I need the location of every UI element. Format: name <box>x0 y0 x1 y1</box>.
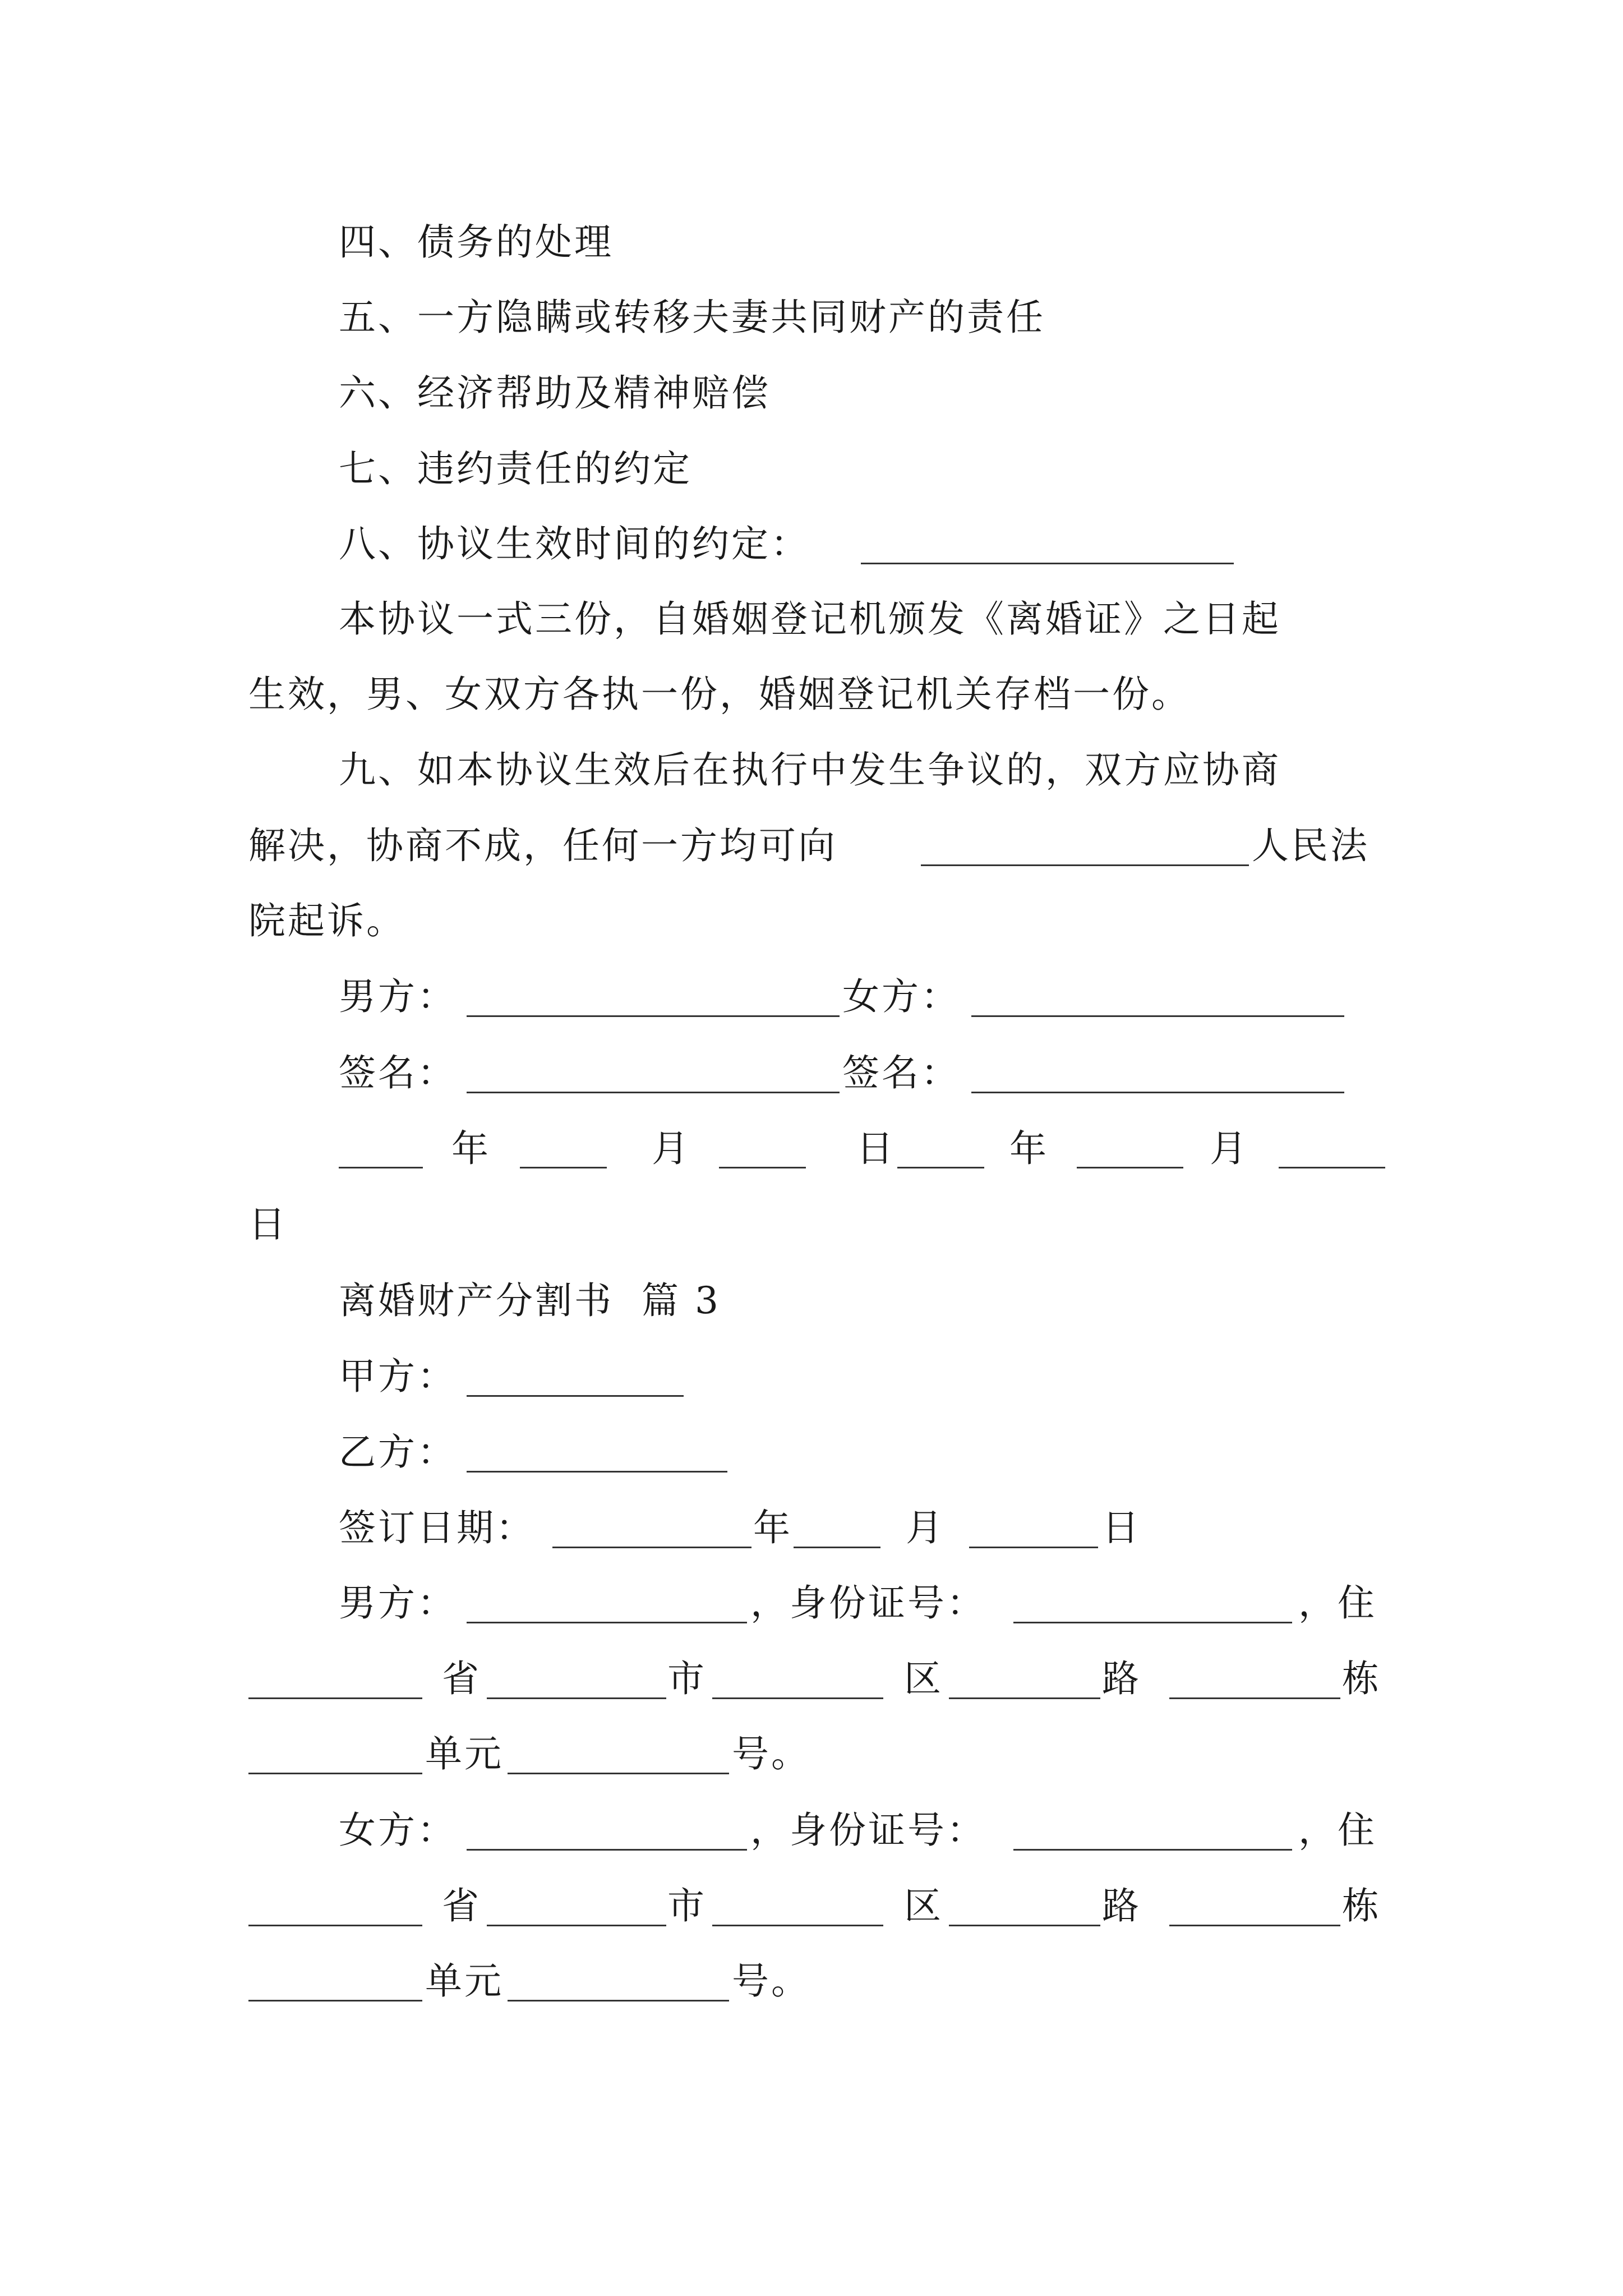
male-city-label: 市 <box>667 1657 707 1700</box>
court-name-blank[interactable] <box>921 864 1249 866</box>
female-city-blank[interactable] <box>487 1925 666 1926</box>
item-9-line-3: 院起诉。 <box>248 899 405 942</box>
effective-date-blank[interactable] <box>861 563 1234 564</box>
female-road-label: 路 <box>1102 1884 1141 1927</box>
female-number-label: 号。 <box>732 1959 810 2003</box>
item-5-heading: 五、一方隐瞒或转移夫妻共同财产的责任 <box>339 296 1045 339</box>
day-blank-2[interactable] <box>1279 1167 1385 1168</box>
sign-date-day-label: 日 <box>1102 1506 1141 1549</box>
day-label-2: 日 <box>248 1203 288 1246</box>
male-district-label: 区 <box>904 1657 943 1700</box>
female-district-blank[interactable] <box>712 1925 883 1926</box>
male-address-label: ，住 <box>1298 1581 1377 1625</box>
sign-date-day-blank[interactable] <box>969 1547 1098 1548</box>
male-party-label: 男方： <box>339 1581 457 1625</box>
male-id-number-blank[interactable] <box>1013 1622 1292 1623</box>
year-label-2: 年 <box>1009 1127 1049 1170</box>
item-9-court-suffix: 人民法 <box>1252 824 1370 867</box>
female-signature-blank[interactable] <box>971 1092 1344 1093</box>
female-id-label: ，身份证号： <box>750 1809 986 1852</box>
year-blank-1[interactable] <box>339 1167 423 1168</box>
female-unit-label: 单元 <box>425 1959 504 2003</box>
item-9-line-1: 九、如本协议生效后在执行中发生争议的，双方应协商 <box>339 748 1281 792</box>
male-party-name-blank[interactable] <box>467 1622 747 1623</box>
female-party-label: 女方： <box>339 1809 457 1852</box>
male-province-label: 省 <box>442 1657 481 1700</box>
item-9-line-2: 解决，协商不成，任何一方均可向 <box>248 824 837 867</box>
item-8-heading: 八、协议生效时间的约定： <box>339 522 810 565</box>
party-b-blank[interactable] <box>467 1471 727 1473</box>
month-label-2: 月 <box>1210 1127 1249 1170</box>
year-label-1: 年 <box>451 1127 491 1170</box>
female-building-label: 栋 <box>1342 1884 1381 1927</box>
male-unit-label: 单元 <box>425 1732 504 1775</box>
male-unit-blank[interactable] <box>248 1773 422 1774</box>
sign-date-month-blank[interactable] <box>794 1547 880 1548</box>
male-city-blank[interactable] <box>487 1697 666 1699</box>
section-title: 离婚财产分割书 篇 3 <box>339 1279 721 1322</box>
year-blank-2[interactable] <box>897 1167 984 1168</box>
male-road-label: 路 <box>1102 1657 1141 1700</box>
item-7-heading: 七、违约责任的约定 <box>339 447 692 490</box>
male-number-label: 号。 <box>732 1732 810 1775</box>
female-address-label: ，住 <box>1298 1809 1377 1852</box>
item-6-heading: 六、经济帮助及精神赔偿 <box>339 371 771 415</box>
female-district-label: 区 <box>904 1884 943 1927</box>
copies-clause-line-1: 本协议一式三份，自婚姻登记机颁发《离婚证》之日起 <box>339 597 1281 641</box>
male-signature-label: 签名： <box>339 1051 457 1094</box>
month-label-1: 月 <box>652 1127 691 1170</box>
female-name-blank[interactable] <box>971 1015 1344 1017</box>
month-blank-1[interactable] <box>520 1167 607 1168</box>
female-road-blank[interactable] <box>949 1925 1100 1926</box>
sign-date-year-blank[interactable] <box>552 1547 751 1548</box>
month-blank-2[interactable] <box>1077 1167 1183 1168</box>
male-name-blank[interactable] <box>467 1015 840 1017</box>
male-label: 男方： <box>339 975 457 1018</box>
party-a-blank[interactable] <box>467 1395 684 1397</box>
sign-date-year-label: 年 <box>753 1506 792 1549</box>
male-signature-blank[interactable] <box>467 1092 840 1093</box>
day-label-1: 日 <box>856 1127 896 1170</box>
male-district-blank[interactable] <box>712 1697 883 1699</box>
day-blank-1[interactable] <box>719 1167 806 1168</box>
female-city-label: 市 <box>667 1884 707 1927</box>
female-building-blank[interactable] <box>1169 1925 1340 1926</box>
male-province-blank[interactable] <box>248 1697 422 1699</box>
sign-date-month-label: 月 <box>906 1506 945 1549</box>
female-id-number-blank[interactable] <box>1013 1849 1292 1851</box>
female-party-name-blank[interactable] <box>467 1849 747 1851</box>
male-building-blank[interactable] <box>1169 1697 1340 1699</box>
male-building-label: 栋 <box>1342 1657 1381 1700</box>
female-province-label: 省 <box>442 1884 481 1927</box>
party-b-label: 乙方： <box>339 1430 457 1474</box>
sign-date-label: 签订日期： <box>339 1506 535 1549</box>
male-road-blank[interactable] <box>949 1697 1100 1699</box>
male-id-label: ，身份证号： <box>750 1581 986 1625</box>
copies-clause-line-2: 生效，男、女双方各执一份，婚姻登记机关存档一份。 <box>248 673 1191 716</box>
male-number-blank[interactable] <box>508 1773 729 1774</box>
female-province-blank[interactable] <box>248 1925 422 1926</box>
female-unit-blank[interactable] <box>248 2000 422 2001</box>
party-a-label: 甲方： <box>339 1355 457 1398</box>
female-number-blank[interactable] <box>508 2000 729 2001</box>
item-4-heading: 四、债务的处理 <box>339 220 614 264</box>
female-signature-label: 签名： <box>842 1051 960 1094</box>
female-label: 女方： <box>842 975 960 1018</box>
